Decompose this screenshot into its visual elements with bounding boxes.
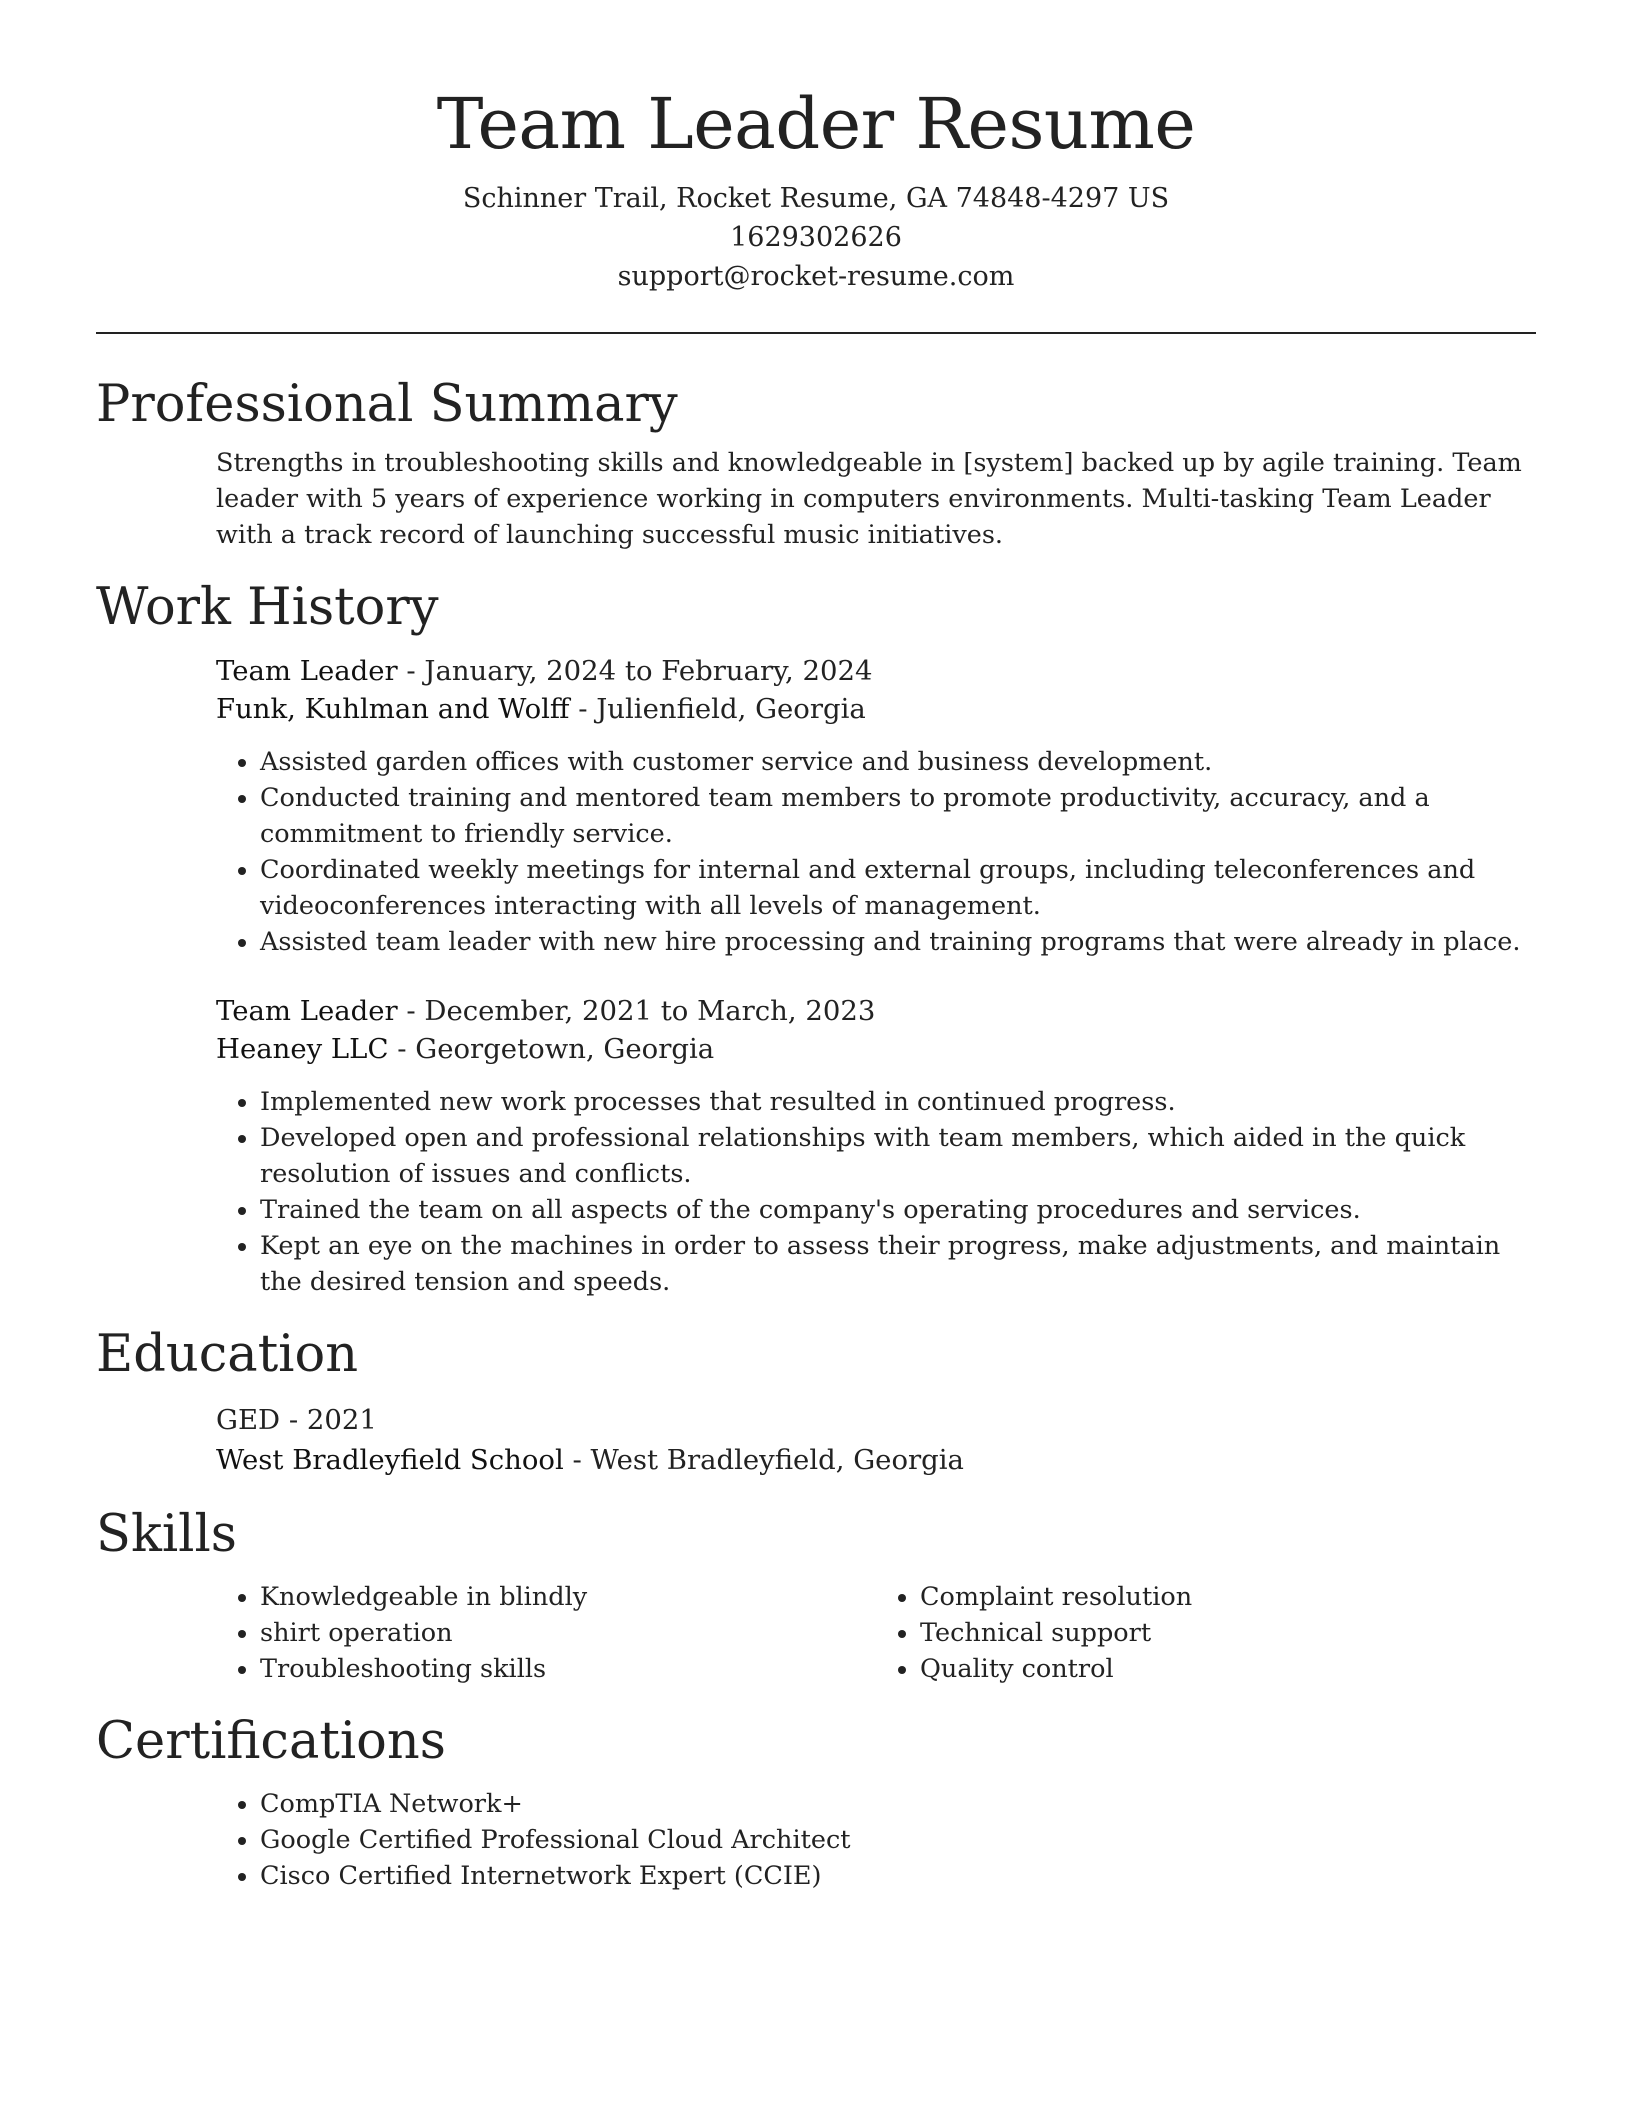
job-bullet: • Coordinated weekly meetings for internal and external groups, including teleconferences and videoconferences interacting with all levels of management. xyxy=(260,852,1536,924)
skill-item: • Troubleshooting skills xyxy=(260,1651,876,1687)
contact-phone: 1629302626 xyxy=(730,222,902,253)
education-school: West Bradleyfield School xyxy=(216,1443,564,1476)
contact-email: support@rocket-resume.com xyxy=(617,261,1015,292)
certifications-section xyxy=(96,1711,1536,1894)
job-bullet: • Assisted garden offices with customer service and business development. xyxy=(260,744,1536,780)
job-entry xyxy=(216,652,1536,960)
skill-item: • Knowledgeable in blindly xyxy=(260,1579,876,1615)
job-company: Heaney LLC xyxy=(216,1033,389,1066)
header-divider xyxy=(96,332,1536,334)
job-bullet: • Developed open and professional relationships with team members, which aided in the quick resolution of issues and conflicts. xyxy=(260,1120,1536,1192)
skills-column-right xyxy=(876,1579,1536,1687)
job-dates: - December, 2021 to March, 2023 xyxy=(397,995,876,1028)
skill-item: • Complaint resolution xyxy=(920,1579,1536,1615)
certifications-content xyxy=(96,1786,1536,1894)
job-role: Team Leader xyxy=(216,995,398,1028)
job-bullets xyxy=(216,1084,1536,1300)
job-company-line xyxy=(216,1030,1536,1068)
contact-block xyxy=(96,179,1536,296)
skills-list xyxy=(96,1579,1536,1687)
education-school-line xyxy=(216,1440,1536,1480)
education-title: Education xyxy=(96,1325,359,1385)
job-role: Team Leader xyxy=(216,655,398,688)
skill-item: • Technical support xyxy=(920,1615,1536,1651)
summary-text: Strengths in troubleshooting skills and knowledgeable in [system] backed up by agile training. Team leader with 5 years of experience working in computers environments. Multi-tasking Team Leader with a track record of launching successful music initiatives. xyxy=(216,448,1522,551)
skills-column-left xyxy=(216,1579,876,1687)
job-bullet: • Conducted training and mentored team members to promote productivity, accuracy, and a commitment to friendly service. xyxy=(260,780,1536,852)
job-company: Funk, Kuhlman and Wolff xyxy=(216,693,570,726)
summary-section xyxy=(96,374,1536,553)
certifications-title: Certifications xyxy=(96,1711,446,1771)
resume-header xyxy=(96,0,1536,296)
skill-item: • shirt operation xyxy=(260,1615,876,1651)
certification-item: • Cisco Certified Internetwork Expert (CCIE) xyxy=(260,1858,1536,1894)
education-section xyxy=(96,1324,1536,1479)
certifications-list xyxy=(216,1786,1536,1894)
job-bullet: • Kept an eye on the machines in order to assess their progress, make adjustments, and maintain the desired tension and speeds. xyxy=(260,1228,1536,1300)
job-title-line xyxy=(216,652,1536,690)
summary-title: Professional Summary xyxy=(96,375,678,434)
job-bullets xyxy=(216,744,1536,960)
job-title-line xyxy=(216,992,1536,1030)
resume-title: Team Leader Resume xyxy=(436,83,1196,165)
job-location: - Georgetown, Georgia xyxy=(388,1033,715,1066)
education-location: - West Bradleyfield, Georgia xyxy=(563,1443,964,1476)
job-company-line xyxy=(216,690,1536,728)
work-history-title: Work History xyxy=(96,578,439,638)
job-bullet: • Trained the team on all aspects of the company's operating procedures and services. xyxy=(260,1192,1536,1228)
job-dates: - January, 2024 to February, 2024 xyxy=(397,655,873,688)
job-entry xyxy=(216,992,1536,1300)
contact-address: Schinner Trail, Rocket Resume, GA 74848-4297 US xyxy=(462,183,1170,214)
education-degree: GED - 2021 xyxy=(216,1403,377,1436)
skill-item: • Quality control xyxy=(920,1651,1536,1687)
job-bullet: • Implemented new work processes that resulted in continued progress. xyxy=(260,1084,1536,1120)
education-content xyxy=(96,1400,1536,1480)
skills-title: Skills xyxy=(96,1504,237,1564)
skills-section xyxy=(96,1504,1536,1687)
work-history-section xyxy=(96,577,1536,1300)
certification-item: • CompTIA Network+ xyxy=(260,1786,1536,1822)
work-history-content xyxy=(96,652,1536,1300)
job-location: - Julienfield, Georgia xyxy=(569,693,866,726)
certification-item: • Google Certified Professional Cloud Architect xyxy=(260,1822,1536,1858)
job-bullet: • Assisted team leader with new hire processing and training programs that were already in place. xyxy=(260,924,1536,960)
